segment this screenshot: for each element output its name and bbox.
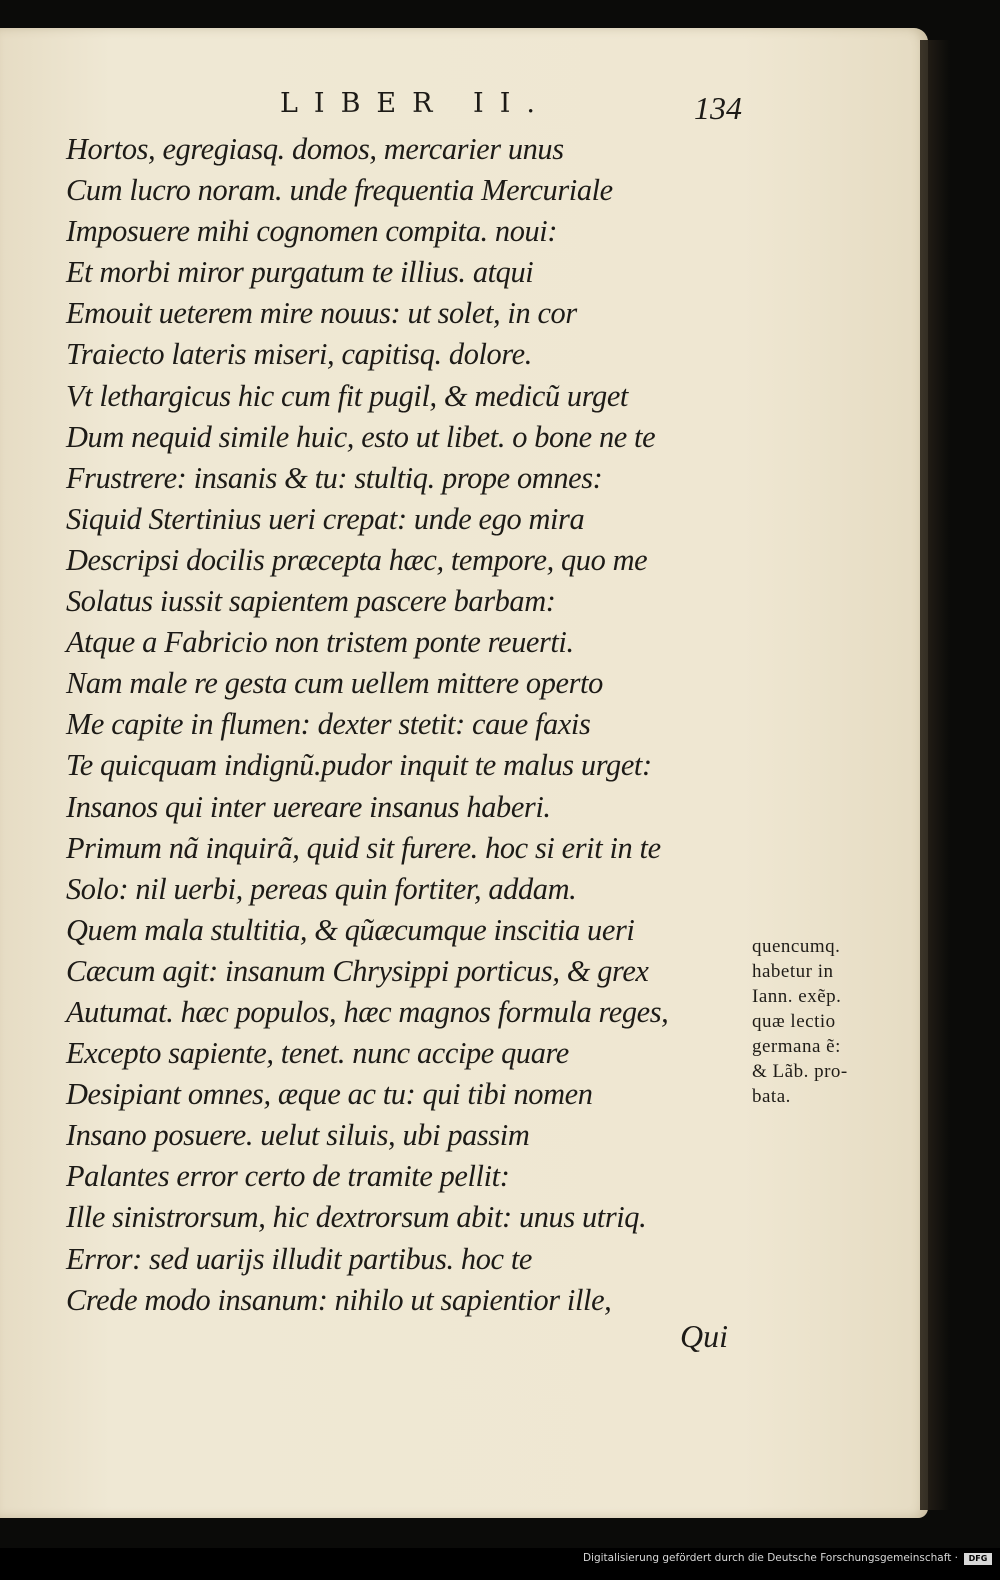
marginal-note-line: Iann. exẽp. <box>752 986 842 1007</box>
catchword: Qui <box>680 1318 728 1354</box>
verse-text <box>66 128 766 1320</box>
running-head <box>0 88 1000 128</box>
funding-credit: Digitalisierung gefördert durch die Deutsche Forschungsgemeinschaft · <box>582 1552 958 1564</box>
running-title: LIBER II. <box>280 88 551 119</box>
marginal-note <box>752 934 902 1109</box>
verse-line: Hortos, egregiasq. domos, mercarier unus <box>66 131 564 166</box>
verse-line: Error: sed uarijs illudit partibus. hoc te <box>66 1240 532 1276</box>
marginal-note-line: germana ẽ: <box>752 1036 841 1057</box>
verse-line: Excepto sapiente, tenet. nunc accipe quare <box>66 1035 569 1071</box>
verse-line: Frustrere: insanis & tu: stultiq. prope omnes: <box>66 459 603 495</box>
verse-line: Dum nequid simile huic, esto ut libet. o bone ne te <box>66 418 656 454</box>
verse-line: Primum nã inquirã, quid sit furere. hoc si erit in te <box>66 829 661 865</box>
verse-line: Insano posuere. uelut siluis, ubi passim <box>66 1117 530 1153</box>
verse-line: Quem mala stultitia, & qũæcumque inscitia ueri <box>66 911 635 947</box>
marginal-note-line: quencumq. <box>752 936 841 957</box>
verse-line: Vt lethargicus hic cum fit pugil, & medicũ urget <box>66 377 628 413</box>
verse-line: Imposuere mihi cognomen compita. noui: <box>66 213 558 249</box>
verse-line: Solatus iussit sapientem pascere barbam: <box>66 583 556 619</box>
verse-line: Atque a Fabricio non tristem ponte reuerti. <box>66 624 574 660</box>
verse-line: Emouit ueterem mire nouus: ut solet, in cor <box>66 295 577 331</box>
verse-line: Nam male re gesta cum uellem mittere operto <box>66 665 603 701</box>
verse-line: Desipiant omnes, æque ac tu: qui tibi nomen <box>66 1076 593 1112</box>
verse-line: Te quicquam indignũ.pudor inquit te malus urget: <box>66 747 652 783</box>
verse-line: Traiecto lateris miseri, capitisq. dolore. <box>66 336 532 372</box>
page-edge-shadow <box>920 40 950 1510</box>
verse-line: Solo: nil uerbi, pereas quin fortiter, addam. <box>66 870 577 906</box>
marginal-note-line: bata. <box>752 1086 791 1107</box>
verse-line: Siquid Stertinius ueri crepat: unde ego mira <box>66 500 585 536</box>
dfg-logo: DFG <box>964 1553 992 1565</box>
verse-line: Ille sinistrorsum, hic dextrorsum abit: unus utriq. <box>66 1199 647 1235</box>
verse-line: Autumat. hæc populos, hæc magnos formula reges, <box>66 993 669 1029</box>
marginal-note-line: & Lãb. pro- <box>752 1061 848 1082</box>
verse-line: Palantes error certo de tramite pellit: <box>66 1158 510 1194</box>
page-number: 134 <box>694 90 742 126</box>
marginal-note-line: habetur in <box>752 961 834 982</box>
verse-line: Crede modo insanum: nihilo ut sapientior ille, <box>66 1281 612 1317</box>
verse-line: Cæcum agit: insanum Chrysippi porticus, & grex <box>66 952 649 988</box>
verse-line: Insanos qui inter uereare insanus haberi. <box>66 788 551 824</box>
verse-line: Et morbi miror purgatum te illius. atqui <box>66 254 534 290</box>
verse-line: Cum lucro noram. unde frequentia Mercuriale <box>66 172 613 208</box>
verse-line: Me capite in flumen: dexter stetit: caue faxis <box>66 706 591 742</box>
verse-line: Descripsi docilis præcepta hæc, tempore, quo me <box>66 541 648 577</box>
marginal-note-line: quæ lectio <box>752 1011 836 1032</box>
